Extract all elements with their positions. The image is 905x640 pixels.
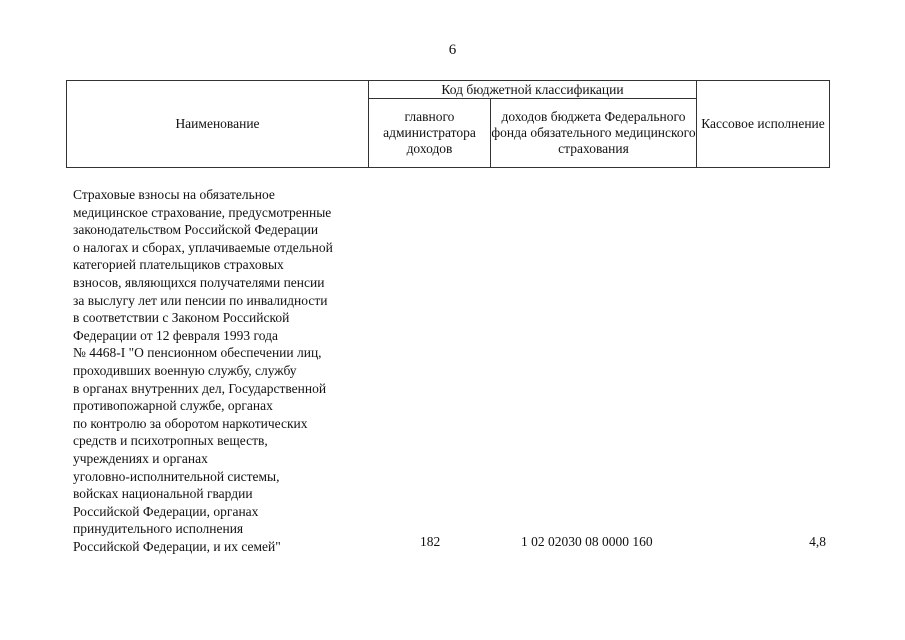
row-name-line: Федерации от 12 февраля 1993 года	[73, 327, 278, 343]
row-name-line: в органах внутренних дел, Государственной	[73, 380, 327, 396]
row-name-line: о налогах и сборах, уплачиваемые отдельной	[73, 239, 333, 255]
row-name-line: медицинское страхование, предусмотренные	[73, 204, 332, 220]
table-header	[66, 80, 830, 168]
row-name-line: средств и психотропных веществ,	[73, 433, 268, 449]
row-name-line: по контролю за оборотом наркотических	[73, 415, 308, 431]
row-name-line: противопожарной службе, органах	[73, 398, 273, 414]
row-execution: 4,8	[809, 534, 826, 549]
row-name-line: № 4468-I "О пенсионном обеспечении лиц,	[73, 345, 322, 361]
header-admin: главного администратора доходов	[369, 99, 491, 167]
header-income: доходов бюджета Федерального фонда обязательного медицинского страхования	[491, 99, 697, 167]
row-name-line: Российской Федерации, и их семей"	[73, 538, 281, 554]
row-name-line: проходивших военную службу, службу	[73, 362, 297, 378]
row-name-line: войсках национальной гвардии	[73, 486, 253, 502]
row-name-line: уголовно-исполнительной системы,	[73, 468, 280, 484]
header-execution: Кассовое исполнение	[701, 116, 825, 131]
row-name-line: Страховые взносы на обязательное	[73, 187, 275, 202]
row-name-line: в соответствии с Законом Российской	[73, 310, 290, 326]
row-name-line: законодательством Российской Федерации	[73, 222, 319, 238]
row-name-line: учреждениях и органах	[73, 450, 208, 466]
row-name-line: принудительного исполнения	[73, 521, 244, 537]
row-admin-code: 182	[420, 534, 441, 549]
header-name: Наименование	[67, 81, 369, 167]
header-budget-code: Код бюджетной классификации	[369, 81, 697, 99]
row-name-line: за выслугу лет или пенсии по инвалидности	[73, 292, 328, 308]
row-name-line: взносов, являющихся получателями пенсии	[73, 274, 325, 290]
row-name-line: категорией плательщиков страховых	[73, 257, 284, 273]
row-name	[73, 186, 383, 555]
row-income-code: 1 02 02030 08 0000 160	[521, 534, 653, 549]
page-number: 6	[448, 42, 457, 58]
row-name-line: Российской Федерации, органах	[73, 503, 259, 519]
